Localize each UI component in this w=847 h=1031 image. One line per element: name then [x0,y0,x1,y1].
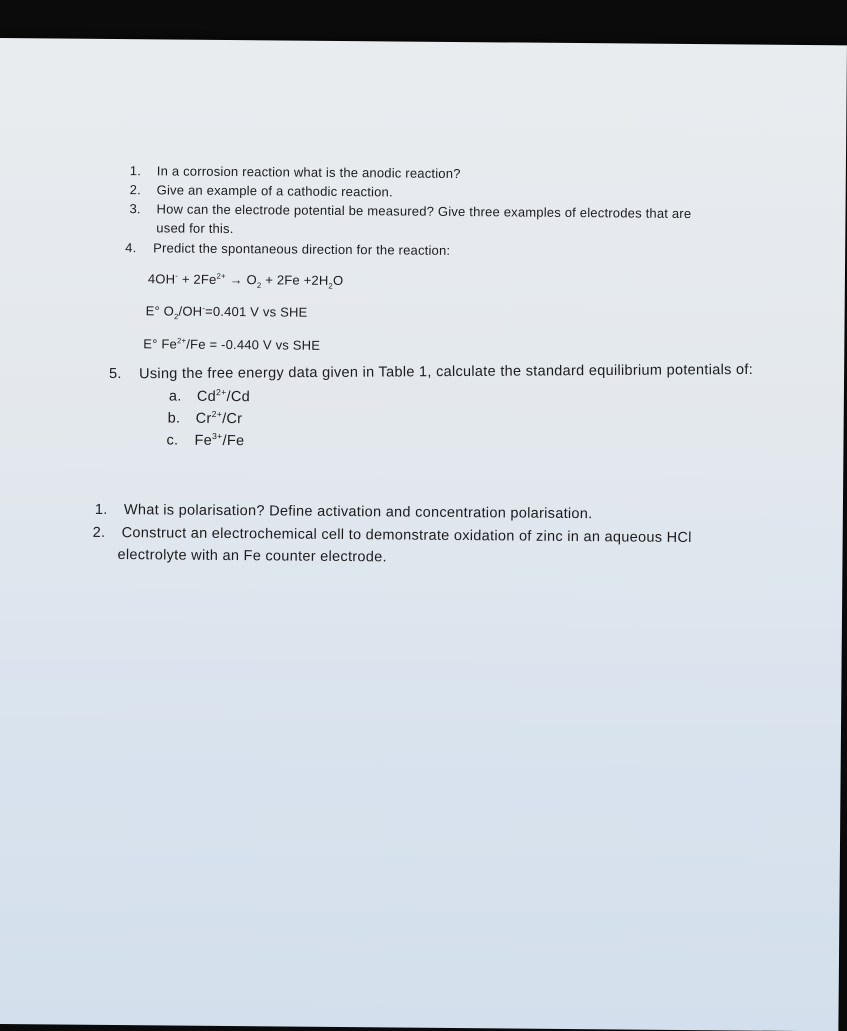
question-number: 4. [125,240,137,256]
question-text: In a corrosion reaction what is the anodic reaction? [156,163,461,182]
question-text: What is polarisation? Define activation and concentration polarisation. [123,502,593,523]
question-text-continuation: used for this. [156,220,234,237]
standard-potential-fe: E° $Fe^{2+}/Fe = -0.440$ V vs SHE [143,336,321,353]
question-number: 2. [129,182,141,198]
sub-item-letter: a. [168,388,182,405]
question-text: Give an example of a cathodic reaction. [156,182,393,200]
question-text: Using the free energy data given in Table 1, calculate the standard equilibrium potentials of: [139,361,754,383]
question-number: 5. [109,365,122,383]
sub-item-couple: $Cd^{2+}/Cd$ [196,387,251,406]
question-text: How can the electrode potential be measured? Give three examples of electrodes that are [156,201,692,222]
question-number: 2. [92,524,106,541]
sub-item-letter: b. [167,410,181,427]
question-text-continuation: electrolyte with an Fe counter electrode. [117,547,387,566]
question-number: 1. [94,501,108,518]
top-dark-band [0,0,847,42]
sub-item-letter: c. [166,432,179,449]
sub-item-couple: $Fe^{3+}/Fe$ [194,431,245,450]
question-number: 3. [129,201,141,217]
paper-sheet [0,38,847,1031]
sub-item-couple: $Cr^{2+}/Cr$ [195,409,243,428]
question-text: Construct an electrochemical cell to demonstrate oxidation of zinc in an aqueous HCl [121,525,692,547]
question-number: 1. [129,163,142,179]
question-text: Predict the spontaneous direction for the reaction: [153,240,451,258]
reaction-equation: $4OH^- + 2Fe^{2+} \to O_2 + 2Fe +2H_2O$ [147,271,344,291]
standard-potential-o2: E° $O_2/OH^-=0.401$ V vs SHE [145,303,308,322]
